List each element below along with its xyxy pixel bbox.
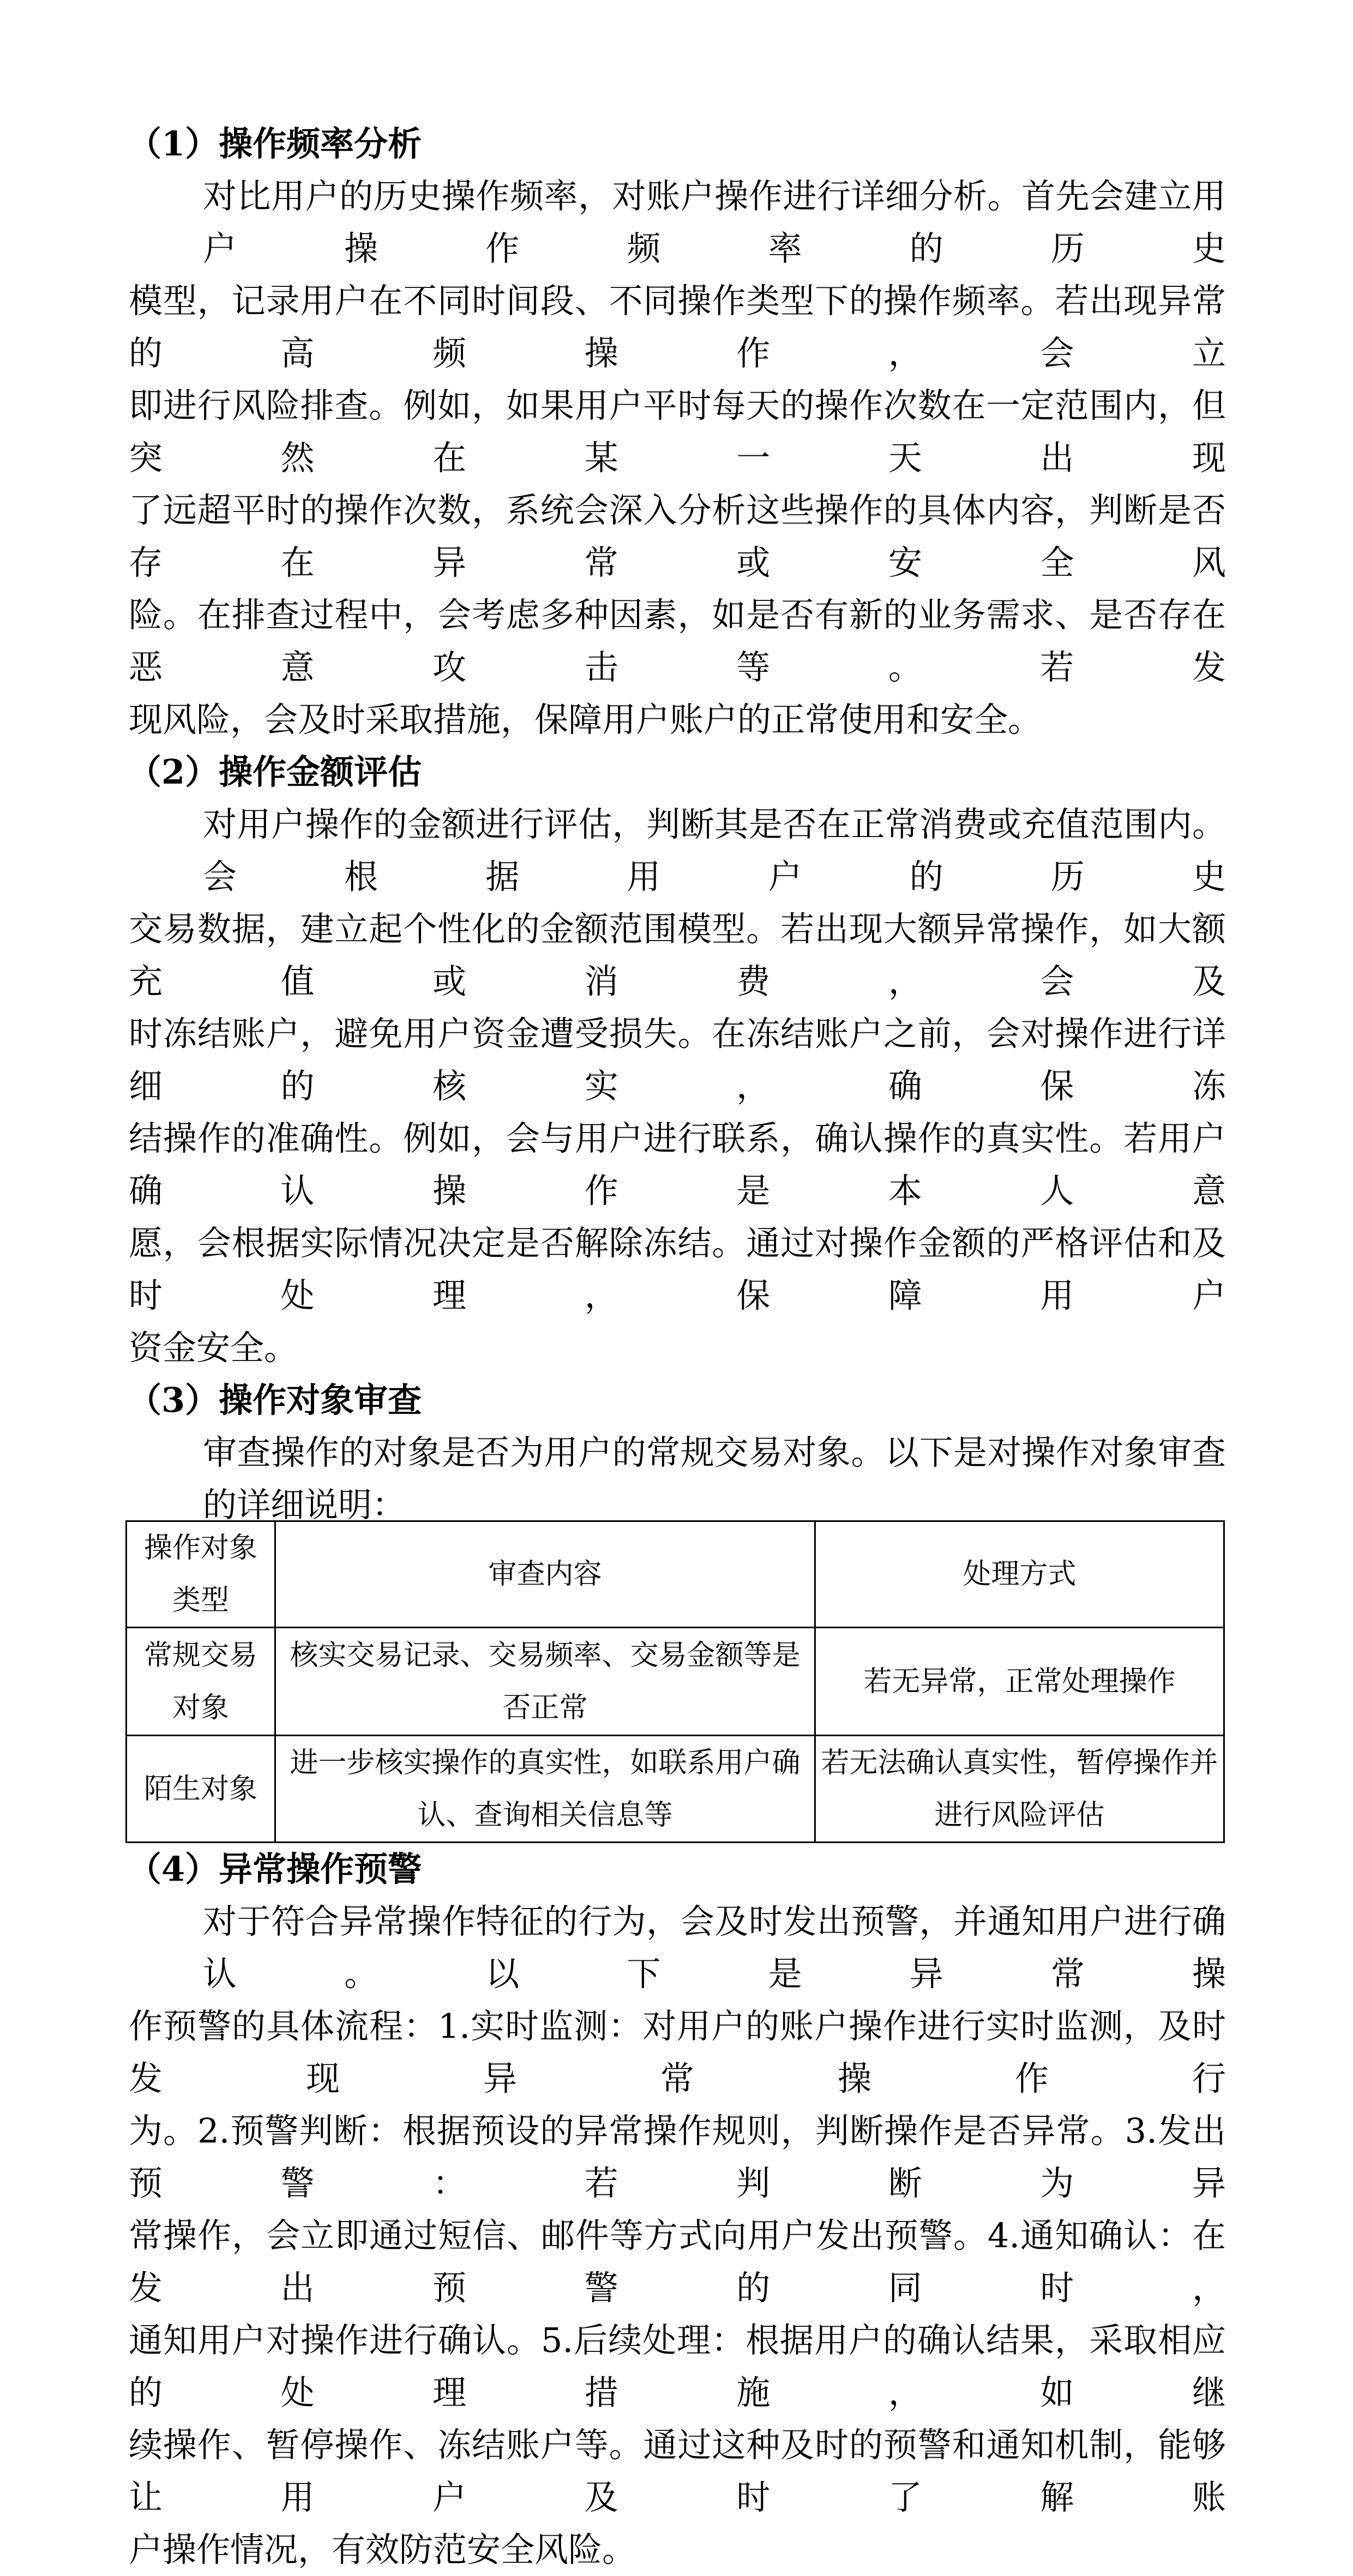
table-cell bbox=[815, 1736, 1224, 1843]
paragraph-line: 为。2.预警判断：根据预设的异常操作规则，判断操作是否异常。3.发出预警：若判断为异 bbox=[129, 2111, 1226, 2203]
paragraph-line: 对比用户的历史操作频率，对账户操作进行详细分析。首先会建立用户操作频率的历史 bbox=[203, 176, 1226, 268]
section-heading: （1）操作频率分析 bbox=[128, 124, 422, 164]
cell-line: 若无法确认真实性，暂停操作并 bbox=[821, 1746, 1218, 1779]
table-cell bbox=[275, 1521, 815, 1628]
section-heading: （3）操作对象审查 bbox=[128, 1380, 422, 1420]
cell-line: 核实交易记录、交易频率、交易金额等是 bbox=[290, 1639, 801, 1672]
cell-line: 若无异常，正常处理操作 bbox=[863, 1665, 1176, 1698]
cell-line: 操作对象 bbox=[143, 1532, 257, 1564]
cell-line: 否正常 bbox=[502, 1691, 588, 1724]
cell-line: 常规交易 bbox=[143, 1639, 257, 1672]
cell-line: 处理方式 bbox=[963, 1558, 1077, 1591]
table-cell bbox=[275, 1736, 815, 1843]
paragraph-line: 现风险，会及时采取措施，保障用户账户的正常使用和安全。 bbox=[129, 700, 1042, 739]
paragraph-line: 户操作情况，有效防范安全风险。 bbox=[129, 2530, 636, 2569]
cell-line: 对象 bbox=[172, 1691, 229, 1724]
paragraph-line: 资金安全。 bbox=[129, 1328, 298, 1368]
paragraph-line: 续操作、暂停操作、冻结账户等。通过这种及时的预警和通知机制，能够让用户及时了解账 bbox=[129, 2425, 1226, 2517]
paragraph-line: 模型，记录用户在不同时间段、不同操作类型下的操作频率。若出现异常的高频操作，会立 bbox=[129, 281, 1226, 373]
paragraph-line: 时冻结账户，避免用户资金遭受损失。在冻结账户之前，会对操作进行详细的核实，确保冻 bbox=[129, 1014, 1226, 1106]
table-row bbox=[127, 1736, 1224, 1843]
table-cell bbox=[815, 1521, 1224, 1628]
cell-line: 认、查询相关信息等 bbox=[417, 1798, 673, 1832]
cell-line: 审查内容 bbox=[488, 1558, 602, 1591]
cell-line: 进行风险评估 bbox=[934, 1798, 1105, 1832]
paragraph-line: 对用户操作的金额进行评估，判断其是否在正常消费或充值范围内。会根据用户的历史 bbox=[203, 804, 1226, 896]
cell-line: 类型 bbox=[172, 1584, 229, 1617]
paragraph-line: 即进行风险排查。例如，如果用户平时每天的操作次数在一定范围内，但突然在某一天出现 bbox=[129, 386, 1226, 478]
paragraph-line: 常操作，会立即通过短信、邮件等方式向用户发出预警。4.通知确认：在发出预警的同时， bbox=[129, 2216, 1226, 2308]
table-row bbox=[127, 1628, 1224, 1736]
review-table bbox=[125, 1520, 1225, 1843]
document-body bbox=[129, 118, 1226, 2576]
table-cell bbox=[275, 1628, 815, 1736]
table-cell bbox=[127, 1521, 275, 1628]
section-heading: （4）异常操作预警 bbox=[128, 1849, 422, 1889]
paragraph-line: 了远超平时的操作次数，系统会深入分析这些操作的具体内容，判断是否存在异常或安全风 bbox=[129, 490, 1226, 582]
paragraph-line: 险。在排查过程中，会考虑多种因素，如是否有新的业务需求、是否存在恶意攻击等。若发 bbox=[129, 595, 1226, 687]
cell-line: 进一步核实操作的真实性，如联系用户确 bbox=[290, 1746, 801, 1779]
table-header-row bbox=[127, 1521, 1224, 1628]
section-heading: （2）操作金额评估 bbox=[128, 752, 422, 792]
paragraph-line: 审查操作的对象是否为用户的常规交易对象。以下是对操作对象审查的详细说明： bbox=[203, 1433, 1226, 1525]
paragraph-line: 结操作的准确性。例如，会与用户进行联系，确认操作的真实性。若用户确认操作是本人意 bbox=[129, 1118, 1226, 1211]
paragraph-line: 交易数据，建立起个性化的金额范围模型。若出现大额异常操作，如大额充值或消费，会及 bbox=[129, 909, 1226, 1001]
table-cell bbox=[815, 1628, 1224, 1736]
paragraph-line: 愿，会根据实际情况决定是否解除冻结。通过对操作金额的严格评估和及时处理，保障用户 bbox=[129, 1223, 1226, 1315]
table-cell bbox=[127, 1736, 275, 1843]
paragraph-line: 对于符合异常操作特征的行为，会及时发出预警，并通知用户进行确认。以下是异常操 bbox=[203, 1901, 1226, 1994]
table-cell bbox=[127, 1628, 275, 1736]
paragraph-line: 通知用户对操作进行确认。5.后续处理：根据用户的确认结果，采取相应的处理措施，如继 bbox=[129, 2320, 1226, 2412]
paragraph-line: 作预警的具体流程：1.实时监测：对用户的账户操作进行实时监测，及时发现异常操作行 bbox=[129, 2006, 1226, 2098]
cell-line: 陌生对象 bbox=[143, 1772, 257, 1805]
